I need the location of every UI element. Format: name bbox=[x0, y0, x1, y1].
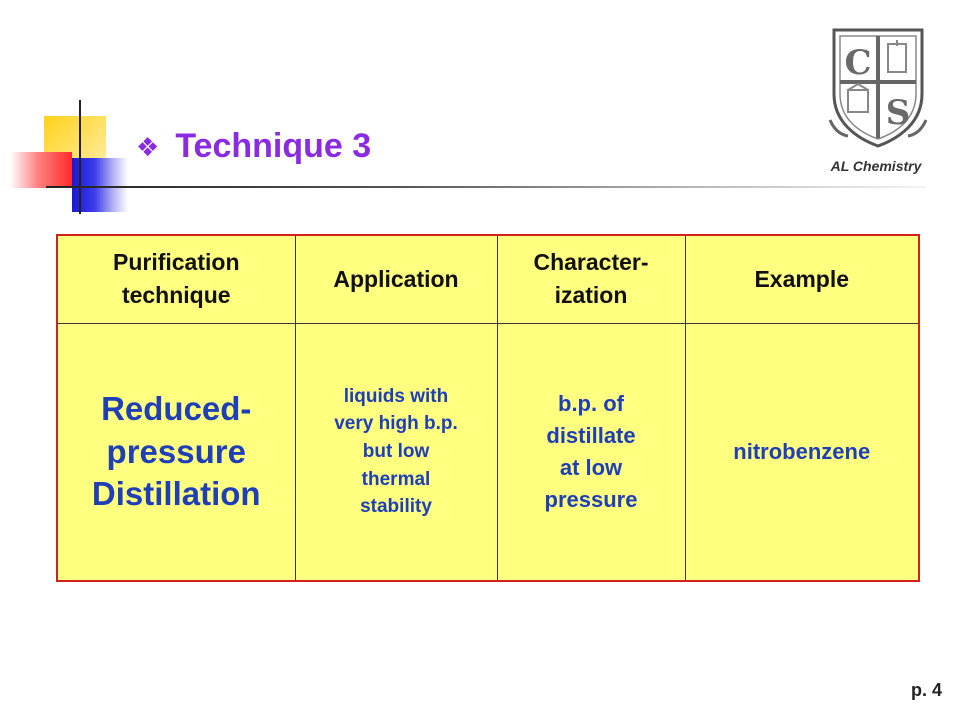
header-application: Application bbox=[295, 235, 497, 323]
purification-table bbox=[56, 234, 920, 582]
table-header-row bbox=[57, 235, 919, 323]
header-characterization: Character- ization bbox=[497, 235, 685, 323]
page-number: p. 4 bbox=[910, 680, 942, 700]
table-row bbox=[57, 323, 919, 581]
svg-text:S: S bbox=[885, 93, 911, 133]
four-diamond-bullet-icon: ❖ bbox=[136, 131, 160, 162]
header-purification-technique: Purification technique bbox=[57, 235, 295, 323]
header-example: Example bbox=[685, 235, 919, 323]
cell-characterization: b.p. of distillate at low pressure bbox=[497, 323, 685, 581]
svg-text:C: C bbox=[844, 43, 872, 83]
cell-technique: Reduced- pressure Distillation bbox=[57, 323, 295, 581]
slide-title-text: Technique 3 bbox=[175, 127, 372, 165]
decor-vertical-line bbox=[79, 100, 81, 214]
title-underline bbox=[46, 186, 926, 188]
logo-caption: AL Chemistry bbox=[830, 158, 922, 174]
cell-example: nitrobenzene bbox=[685, 323, 919, 581]
cell-application: liquids with very high b.p. but low thermal stability bbox=[295, 323, 497, 581]
slide-title bbox=[136, 127, 371, 166]
decor-red-bar bbox=[10, 152, 72, 188]
school-crest-logo bbox=[826, 24, 930, 148]
